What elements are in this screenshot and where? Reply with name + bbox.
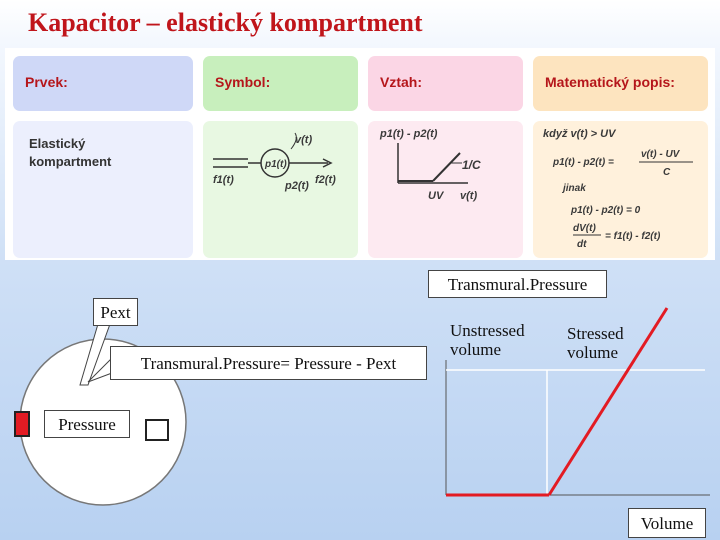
relation-uv: UV	[428, 190, 444, 202]
symbol-f1: f1(t)	[213, 174, 234, 186]
math-frac-rhs: v(t) - UV	[641, 149, 680, 160]
outer-pressure-marker	[146, 420, 168, 440]
math-frac-den: C	[663, 167, 671, 178]
relation-slope: 1/C	[462, 158, 481, 172]
transmural-pressure-label: Transmural.Pressure	[428, 270, 607, 298]
math-jinak: jinak	[563, 183, 586, 194]
header-vztah: Vztah:	[368, 56, 523, 111]
symbol-f2: f2(t)	[315, 174, 336, 186]
stressed-volume-label: Stressed volume	[567, 324, 624, 362]
math-deriv-num: dV(t)	[573, 223, 596, 234]
volume-label: Volume	[628, 508, 706, 538]
symbol-p2: p2(t)	[285, 180, 309, 192]
inner-pressure-marker	[15, 412, 29, 436]
math-deriv-rhs: = f1(t) - f2(t)	[605, 231, 661, 242]
symbol-p1: p1(t)	[265, 159, 287, 170]
element-name: Elastický kompartment	[29, 136, 112, 169]
math-deriv-den: dt	[577, 239, 587, 250]
symbol-v: v(t)	[295, 134, 313, 146]
relation-pdiff: p1(t) - p2(t)	[380, 128, 438, 140]
pressure-label: Pressure	[44, 410, 130, 438]
header-prvek: Prvek:	[13, 56, 193, 111]
math-line1: když v(t) > UV	[543, 128, 616, 140]
header-math: Matematický popis:	[533, 56, 708, 111]
slide-title: Kapacitor – elastický kompartment	[28, 8, 423, 37]
pext-label: Pext	[93, 298, 138, 326]
relation-vt: v(t)	[460, 190, 478, 202]
math-line3: p1(t) - p2(t) = 0	[571, 205, 641, 216]
header-symbol: Symbol:	[203, 56, 358, 111]
unstressed-volume-label: Unstressed volume	[450, 321, 525, 359]
math-frac-num: p1(t) - p2(t) =	[553, 157, 614, 168]
transmural-equation: Transmural.Pressure= Pressure - Pext	[110, 346, 427, 380]
